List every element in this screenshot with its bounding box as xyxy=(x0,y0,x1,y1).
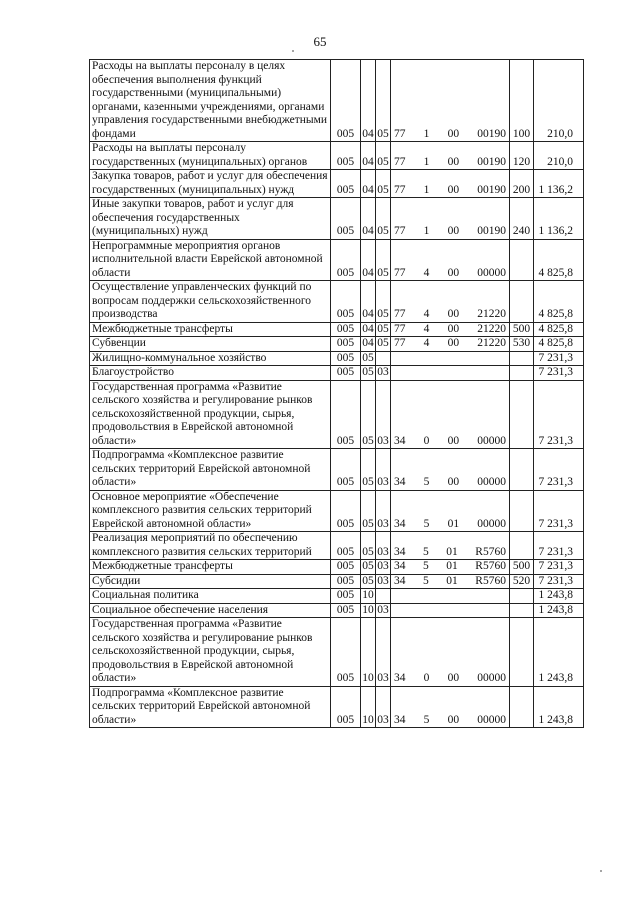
row-target-code-part: 01 xyxy=(446,560,458,572)
row-amount: 1 243,8 xyxy=(534,618,584,687)
row-target-code xyxy=(391,142,510,170)
row-expense-type-code xyxy=(510,351,534,366)
row-ved-code: 005 xyxy=(331,686,361,728)
table-row xyxy=(90,449,584,491)
row-target-code xyxy=(391,380,510,449)
row-expense-type-code: 500 xyxy=(510,560,534,575)
row-target-code-part: 4 xyxy=(423,337,430,349)
row-target-code-part: 34 xyxy=(394,434,406,447)
row-target-code-part: 77 xyxy=(394,308,406,320)
row-target-code-part: 00 xyxy=(447,672,460,684)
row-amount: 7 231,3 xyxy=(534,532,584,560)
row-expense-type-code xyxy=(510,239,534,281)
row-section-code: 05 xyxy=(361,490,376,532)
row-subsection-code: 05 xyxy=(376,142,391,170)
row-target-code-part: 5 xyxy=(423,713,430,726)
row-target-code-part: 5 xyxy=(423,517,430,530)
row-name: Субвенции xyxy=(90,337,331,352)
row-target-code-part: 00190 xyxy=(477,183,506,196)
row-target-code-part: 0 xyxy=(423,672,430,684)
row-section-code: 05 xyxy=(362,574,374,587)
row-section-code: 04 xyxy=(361,198,376,240)
row-amount: 7 231,3 xyxy=(534,380,584,449)
row-target-code-part: 01 xyxy=(446,574,458,587)
row-target-code-part: 34 xyxy=(394,574,406,587)
row-ved-code: 005 xyxy=(331,142,361,170)
row-target-code xyxy=(391,686,510,728)
row-target-code-part: 00 xyxy=(447,183,460,196)
scan-artifact xyxy=(292,50,294,52)
page-number: 65 xyxy=(313,34,327,49)
row-subsection-code: 03 xyxy=(376,490,391,532)
row-target-code-part: 1 xyxy=(423,183,430,196)
row-section-code: 05 xyxy=(361,532,376,560)
row-subsection-code: 03 xyxy=(377,366,389,378)
row-target-code-part: 21220 xyxy=(477,337,506,349)
row-expense-type-code: 530 xyxy=(510,337,534,352)
row-section-code: 05 xyxy=(362,366,374,378)
row-ved-code: 005 xyxy=(331,337,361,352)
row-subsection-code xyxy=(376,351,391,366)
row-ved-code: 005 xyxy=(331,281,361,323)
row-name: Закупка товаров, работ и услуг для обеспечения государственных (муниципальных) нужд xyxy=(90,170,331,198)
row-section-code: 04 xyxy=(361,239,376,281)
row-ved-code: 005 xyxy=(331,618,361,687)
row-amount: 1 136,2 xyxy=(534,198,584,240)
table-row xyxy=(90,142,584,170)
table-row xyxy=(90,170,584,198)
row-name: Непрограммные мероприятия органов исполнительной власти Еврейской автономной области xyxy=(90,239,331,281)
row-subsection-code: 05 xyxy=(376,281,391,323)
row-subsection-code: 05 xyxy=(377,337,389,349)
row-target-code xyxy=(391,239,510,281)
row-name: Расходы на выплаты персоналу в целях обеспечения выполнения функций государственными (муниципальными) органами, казенными учреждениями, органами управления государственными внебюджетными фондами xyxy=(90,60,331,142)
row-section-code: 04 xyxy=(362,337,374,349)
row-subsection-code: 03 xyxy=(377,603,389,616)
row-ved-code: 005 xyxy=(331,322,361,337)
row-expense-type-code xyxy=(510,490,534,532)
row-target-code-part: 00000 xyxy=(477,266,506,279)
row-target-code-part: 00 xyxy=(447,337,460,349)
row-section-code: 04 xyxy=(361,142,376,170)
row-target-code xyxy=(391,337,510,352)
row-target-code-part: 5 xyxy=(423,574,429,587)
row-amount: 210,0 xyxy=(534,142,584,170)
row-amount: 4 825,8 xyxy=(534,322,584,337)
row-name: Социальная политика xyxy=(90,589,331,604)
row-expense-type-code xyxy=(510,686,534,728)
row-target-code-part: 00000 xyxy=(477,672,506,684)
row-amount: 1 243,8 xyxy=(534,589,584,604)
scan-artifact xyxy=(600,870,602,872)
row-ved-code: 005 xyxy=(331,170,361,198)
row-target-code-part: R5760 xyxy=(475,545,506,558)
row-target-code-part: 00000 xyxy=(477,517,506,530)
row-amount: 210,0 xyxy=(534,60,584,142)
row-name: Государственная программа «Развитие сельского хозяйства и регулирование рынков сельскохозяйственной продукции, сырья, продовольствия в Еврейской автономной области» xyxy=(90,618,331,687)
row-name: Осуществление управленческих функций по вопросам поддержки сельскохозяйственного производства xyxy=(90,281,331,323)
row-section-code: 04 xyxy=(361,60,376,142)
row-expense-type-code: 240 xyxy=(510,198,534,240)
row-expense-type-code xyxy=(510,603,534,618)
row-amount: 4 825,8 xyxy=(534,281,584,323)
row-target-code xyxy=(391,351,510,366)
row-target-code-part: R5760 xyxy=(475,560,506,572)
row-target-code-part: 01 xyxy=(447,517,460,530)
row-target-code-part: 00 xyxy=(447,127,460,140)
table-row xyxy=(90,686,584,728)
row-target-code-part: 5 xyxy=(423,560,429,572)
row-ved-code: 005 xyxy=(331,239,361,281)
row-subsection-code: 03 xyxy=(377,560,389,572)
row-amount: 7 231,3 xyxy=(534,560,584,575)
table-row xyxy=(90,589,584,604)
row-target-code-part: 1 xyxy=(423,127,430,140)
row-section-code: 10 xyxy=(362,603,374,616)
row-amount: 7 231,3 xyxy=(534,574,584,589)
row-section-code: 10 xyxy=(361,686,376,728)
row-target-code-part: 34 xyxy=(394,713,406,726)
row-expense-type-code: 120 xyxy=(510,142,534,170)
row-ved-code: 005 xyxy=(331,198,361,240)
row-target-code xyxy=(391,170,510,198)
row-expense-type-code xyxy=(510,380,534,449)
row-target-code xyxy=(391,532,510,560)
row-target-code-part: 00190 xyxy=(477,155,506,168)
table-row xyxy=(90,337,584,352)
row-ved-code: 005 xyxy=(331,366,361,381)
row-target-code-part: 77 xyxy=(394,225,406,237)
row-subsection-code: 03 xyxy=(376,449,391,491)
row-target-code-part: 77 xyxy=(394,183,406,196)
row-target-code-part: R5760 xyxy=(475,574,506,587)
row-section-code: 05 xyxy=(362,351,374,364)
row-target-code-part: 77 xyxy=(394,337,406,349)
row-target-code-part: 1 xyxy=(423,155,430,168)
row-expense-type-code xyxy=(510,366,534,381)
row-target-code-part: 00 xyxy=(447,308,460,320)
row-name: Благоустройство xyxy=(90,366,331,381)
row-ved-code: 005 xyxy=(331,380,361,449)
row-expense-type-code xyxy=(510,281,534,323)
row-target-code xyxy=(391,589,510,604)
row-target-code-part: 4 xyxy=(423,266,430,279)
row-target-code-part: 00 xyxy=(447,434,460,447)
row-target-code xyxy=(391,322,510,337)
row-section-code: 04 xyxy=(362,322,374,335)
row-expense-type-code: 200 xyxy=(510,170,534,198)
row-target-code xyxy=(391,560,510,575)
row-amount: 1 243,8 xyxy=(534,603,584,618)
row-amount: 1 243,8 xyxy=(534,686,584,728)
row-section-code: 05 xyxy=(361,380,376,449)
row-target-code-part: 00190 xyxy=(477,127,506,140)
row-subsection-code xyxy=(376,589,391,604)
row-target-code xyxy=(391,198,510,240)
row-expense-type-code xyxy=(510,618,534,687)
table-row xyxy=(90,198,584,240)
row-section-code: 10 xyxy=(361,618,376,687)
row-target-code-part: 0 xyxy=(423,434,430,447)
row-target-code-part: 5 xyxy=(423,476,430,488)
row-subsection-code: 05 xyxy=(377,322,389,335)
row-target-code xyxy=(391,603,510,618)
row-name: Субсидии xyxy=(90,574,331,589)
row-section-code: 04 xyxy=(361,281,376,323)
row-target-code-part: 00 xyxy=(447,155,460,168)
table-row xyxy=(90,366,584,381)
budget-table-body xyxy=(90,60,584,728)
row-amount: 1 136,2 xyxy=(534,170,584,198)
row-subsection-code: 03 xyxy=(376,380,391,449)
row-amount: 7 231,3 xyxy=(534,366,584,381)
row-target-code-part: 34 xyxy=(394,560,406,572)
row-subsection-code: 05 xyxy=(376,170,391,198)
row-name: Расходы на выплаты персоналу государственных (муниципальных) органов xyxy=(90,142,331,170)
row-target-code-part: 00000 xyxy=(477,476,506,488)
row-ved-code: 005 xyxy=(331,574,361,589)
row-ved-code: 005 xyxy=(331,589,361,604)
table-row xyxy=(90,281,584,323)
row-ved-code: 005 xyxy=(331,490,361,532)
budget-table xyxy=(89,59,584,728)
row-target-code xyxy=(391,366,510,381)
row-expense-type-code xyxy=(510,449,534,491)
row-ved-code: 005 xyxy=(331,351,361,366)
row-subsection-code: 03 xyxy=(376,532,391,560)
table-row xyxy=(90,532,584,560)
row-target-code-part: 34 xyxy=(394,517,406,530)
row-ved-code: 005 xyxy=(331,532,361,560)
table-row xyxy=(90,239,584,281)
row-target-code xyxy=(391,574,510,589)
table-row xyxy=(90,60,584,142)
row-target-code-part: 4 xyxy=(423,322,430,335)
row-name: Государственная программа «Развитие сельского хозяйства и регулирование рынков сельскохозяйственной продукции, сырья, продовольствия в Еврейской автономной области» xyxy=(90,380,331,449)
table-row xyxy=(90,603,584,618)
row-name: Основное мероприятие «Обеспечение комплексного развития сельских территорий Еврейской автономной области» xyxy=(90,490,331,532)
row-target-code-part: 00 xyxy=(447,225,460,237)
row-subsection-code: 03 xyxy=(376,686,391,728)
row-target-code-part: 34 xyxy=(394,476,406,488)
row-section-code: 04 xyxy=(361,170,376,198)
row-target-code xyxy=(391,618,510,687)
row-target-code-part: 21220 xyxy=(477,308,506,320)
row-ved-code: 005 xyxy=(331,603,361,618)
row-target-code-part: 4 xyxy=(423,308,430,320)
row-name: Социальное обеспечение населения xyxy=(90,603,331,618)
row-target-code-part: 00000 xyxy=(477,713,506,726)
row-ved-code: 005 xyxy=(331,449,361,491)
row-target-code-part: 00190 xyxy=(477,225,506,237)
row-expense-type-code xyxy=(510,532,534,560)
row-name: Жилищно-коммунальное хозяйство xyxy=(90,351,331,366)
row-ved-code: 005 xyxy=(331,560,361,575)
row-amount: 7 231,3 xyxy=(534,449,584,491)
row-target-code-part: 77 xyxy=(394,155,406,168)
row-target-code-part: 77 xyxy=(394,322,406,335)
row-name: Межбюджетные трансферты xyxy=(90,560,331,575)
row-name: Подпрограмма «Комплексное развитие сельских территорий Еврейской автономной области» xyxy=(90,449,331,491)
row-target-code xyxy=(391,281,510,323)
row-target-code-part: 00 xyxy=(447,266,460,279)
table-row xyxy=(90,618,584,687)
row-name: Иные закупки товаров, работ и услуг для обеспечения государственных (муниципальных) нужд xyxy=(90,198,331,240)
table-row xyxy=(90,351,584,366)
row-subsection-code: 05 xyxy=(376,60,391,142)
row-amount: 7 231,3 xyxy=(534,490,584,532)
row-target-code xyxy=(391,449,510,491)
row-section-code: 05 xyxy=(361,449,376,491)
table-row xyxy=(90,380,584,449)
table-row xyxy=(90,560,584,575)
row-target-code-part: 00 xyxy=(447,713,460,726)
row-target-code-part: 77 xyxy=(394,266,406,279)
row-target-code-part: 01 xyxy=(446,545,458,558)
table-row xyxy=(90,574,584,589)
row-subsection-code: 03 xyxy=(377,574,389,587)
row-subsection-code: 03 xyxy=(376,618,391,687)
row-expense-type-code: 500 xyxy=(510,322,534,337)
row-target-code-part: 00 xyxy=(447,322,460,335)
row-target-code-part: 1 xyxy=(423,225,430,237)
row-expense-type-code: 520 xyxy=(510,574,534,589)
row-name: Межбюджетные трансферты xyxy=(90,322,331,337)
row-name: Подпрограмма «Комплексное развитие сельских территорий Еврейской автономной области» xyxy=(90,686,331,728)
row-section-code: 05 xyxy=(362,560,374,572)
row-subsection-code: 05 xyxy=(376,198,391,240)
row-expense-type-code xyxy=(510,589,534,604)
table-row xyxy=(90,490,584,532)
row-target-code-part: 77 xyxy=(394,127,406,140)
row-amount: 4 825,8 xyxy=(534,337,584,352)
row-target-code xyxy=(391,60,510,142)
row-ved-code: 005 xyxy=(331,60,361,142)
row-target-code-part: 5 xyxy=(423,545,429,558)
row-target-code-part: 00000 xyxy=(477,434,506,447)
row-amount: 4 825,8 xyxy=(534,239,584,281)
row-target-code-part: 34 xyxy=(394,545,406,558)
row-target-code-part: 00 xyxy=(447,476,460,488)
row-target-code-part: 34 xyxy=(394,672,406,684)
row-amount: 7 231,3 xyxy=(534,351,584,366)
row-target-code-part: 21220 xyxy=(477,322,506,335)
row-expense-type-code: 100 xyxy=(510,60,534,142)
row-subsection-code: 05 xyxy=(376,239,391,281)
row-name: Реализация мероприятий по обеспечению комплексного развития сельских территорий xyxy=(90,532,331,560)
table-row xyxy=(90,322,584,337)
row-section-code: 10 xyxy=(362,589,374,601)
row-target-code xyxy=(391,490,510,532)
